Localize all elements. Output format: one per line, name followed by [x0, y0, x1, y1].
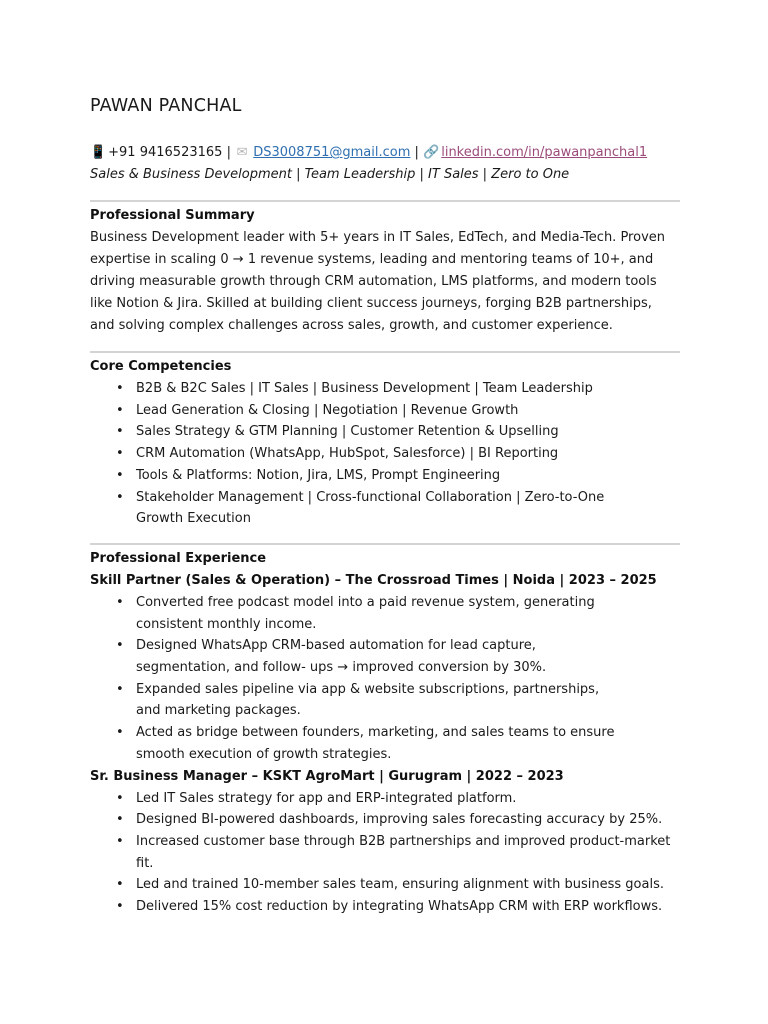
mobile-phone-icon: 📱: [90, 145, 107, 160]
competencies-heading: Core Competencies: [90, 359, 232, 374]
contact-separator: |: [414, 145, 419, 160]
contact-line: [90, 142, 680, 164]
list-item: • CRM Automation (WhatsApp, HubSpot, Salesforce) | BI Reporting: [136, 443, 606, 465]
section-divider: [90, 200, 680, 202]
tagline: Sales & Business Development | Team Leadership | IT Sales | Zero to One: [90, 167, 570, 182]
job-title: Sr. Business Manager – KSKT AgroMart | Gurugram | 2022 – 2023: [90, 768, 564, 784]
list-item: • Expanded sales pipeline via app & website subscriptions, partnerships, and marketing packages.: [136, 679, 616, 722]
list-item: • Lead Generation & Closing | Negotiation | Revenue Growth: [136, 400, 606, 422]
contact-separator: |: [226, 145, 231, 160]
list-item: • Stakeholder Management | Cross-functional Collaboration | Zero-to-One Growth Execution: [136, 487, 606, 530]
section-divider: [90, 351, 680, 353]
link-icon: 🔗: [423, 145, 440, 160]
phone-number: +91 9416523165: [108, 145, 223, 160]
list-item: • Tools & Platforms: Notion, Jira, LMS, Prompt Engineering: [136, 465, 606, 487]
list-item: • Increased customer base through B2B partnerships and improved product-market fit.: [136, 831, 681, 874]
summary-text: Business Development leader with 5+ years in IT Sales, EdTech, and Media-Tech. Proven expertise in scaling 0 → 1 revenue systems, leading and mentoring teams of 10+, and driving measurable growth through CRM automation, LMS platforms, and modern tools like Notion & Jira. Skilled at building client success journeys, forging B2B partnerships, and solving complex challenges across sales, growth, and customer experience.: [90, 230, 665, 333]
linkedin-link[interactable]: linkedin.com/in/pawanpanchal1: [441, 145, 648, 160]
resume-content: [90, 94, 680, 918]
job-bullets: [90, 592, 616, 766]
section-divider: [90, 543, 680, 545]
competencies-list: [90, 378, 606, 530]
list-item: • B2B & B2C Sales | IT Sales | Business Development | Team Leadership: [136, 378, 606, 400]
list-item: • Acted as bridge between founders, marketing, and sales teams to ensure smooth execution of growth strategies.: [136, 722, 616, 765]
envelope-icon: ✉: [236, 145, 248, 160]
list-item: • Sales Strategy & GTM Planning | Customer Retention & Upselling: [136, 421, 606, 443]
candidate-name: PAWAN PANCHAL: [90, 96, 242, 116]
list-item: • Converted free podcast model into a paid revenue system, generating consistent monthly income.: [136, 592, 616, 635]
list-item: • Delivered 15% cost reduction by integrating WhatsApp CRM with ERP workflows.: [136, 896, 681, 918]
list-item: • Led and trained 10-member sales team, ensuring alignment with business goals.: [136, 874, 681, 896]
job-bullets: [90, 788, 681, 918]
job-title: Skill Partner (Sales & Operation) – The Crossroad Times | Noida | 2023 – 2025: [90, 572, 657, 588]
list-item: • Designed BI-powered dashboards, improving sales forecasting accuracy by 25%.: [136, 809, 681, 831]
experience-heading: Professional Experience: [90, 550, 267, 566]
summary-heading: Professional Summary: [90, 208, 255, 223]
list-item: • Led IT Sales strategy for app and ERP-integrated platform.: [136, 788, 681, 810]
list-item: • Designed WhatsApp CRM-based automation for lead capture, segmentation, and follow- ups → improved conversion by 30%.: [136, 635, 616, 678]
email-link[interactable]: DS3008751@gmail.com: [253, 145, 411, 160]
